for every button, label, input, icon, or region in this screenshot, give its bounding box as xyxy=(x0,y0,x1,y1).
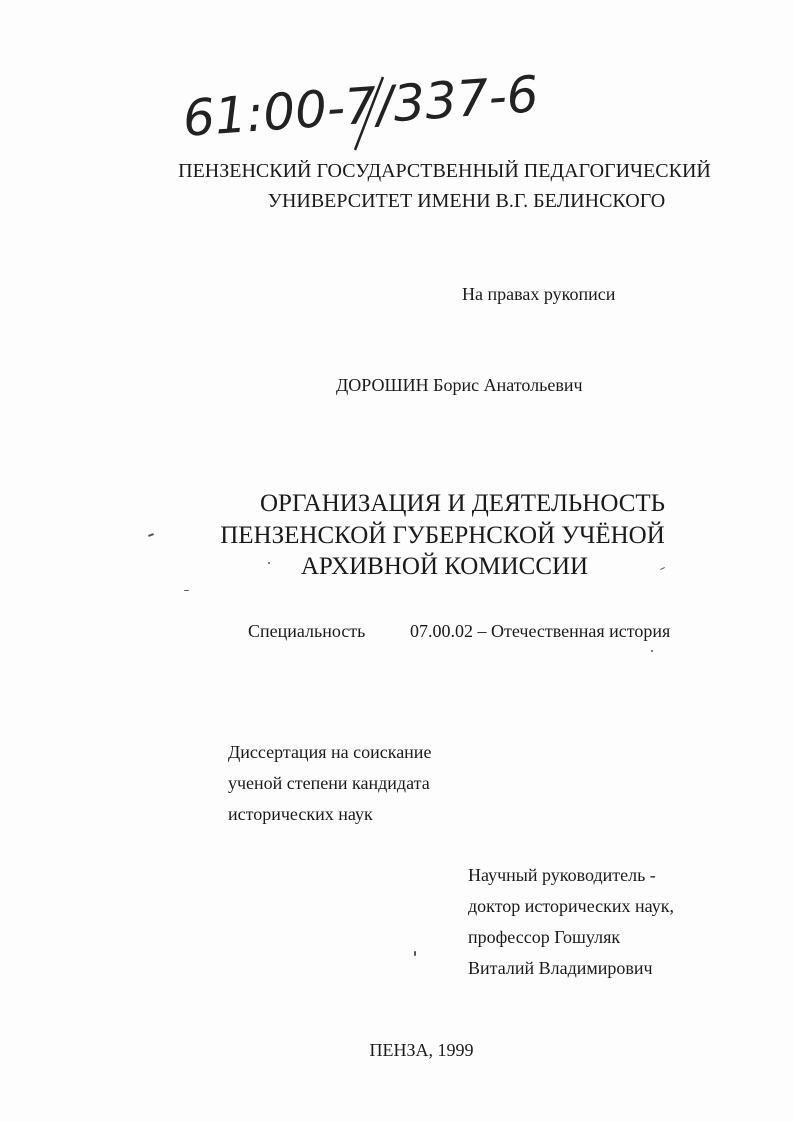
rights-note: На правах рукописи xyxy=(462,284,616,304)
thesis-title-line-3: АРХИВНОЙ КОМИССИИ xyxy=(300,553,589,580)
scan-speck xyxy=(651,650,653,652)
university-name-line-1: ПЕНЗЕНСКИЙ ГОСУДАРСТВЕННЫЙ ПЕДАГОГИЧЕСКИЙ xyxy=(178,160,711,182)
scan-speck xyxy=(414,951,416,956)
author-name: ДОРОШИН Борис Анатольевич xyxy=(336,375,583,395)
dissertation-line-2: ученой степени кандидата xyxy=(228,773,430,793)
supervisor-line-4: Виталий Владимирович xyxy=(468,958,653,978)
supervisor-line-3: профессор Гошуляк xyxy=(468,927,621,947)
dissertation-line-1: Диссертация на соискание xyxy=(228,742,432,762)
university-name-line-2: УНИВЕРСИТЕТ ИМЕНИ В.Г. БЕЛИНСКОГО xyxy=(267,190,666,212)
archive-code-text: 61:00-7/337-6 xyxy=(181,65,541,148)
thesis-title-line-1: ОРГАНИЗАЦИЯ И ДЕЯТЕЛЬНОСТЬ xyxy=(259,490,665,517)
specialty-value: 07.00.02 – Отечественная история xyxy=(410,621,671,641)
handwritten-archive-code xyxy=(181,65,541,152)
handwritten-archive-code-drawing xyxy=(181,65,541,152)
scan-speck xyxy=(184,590,189,591)
dissertation-line-3: исторических наук xyxy=(228,804,373,824)
supervisor-line-1: Научный руководитель - xyxy=(468,865,656,885)
specialty-label: Специальность xyxy=(248,621,366,641)
supervisor-line-2: доктор исторических наук, xyxy=(468,896,674,916)
city-year: ПЕНЗА, 1999 xyxy=(369,1040,474,1060)
thesis-title-line-2: ПЕНЗЕНСКОЙ ГУБЕРНСКОЙ УЧЁНОЙ xyxy=(220,522,665,549)
scan-speck xyxy=(268,562,270,564)
